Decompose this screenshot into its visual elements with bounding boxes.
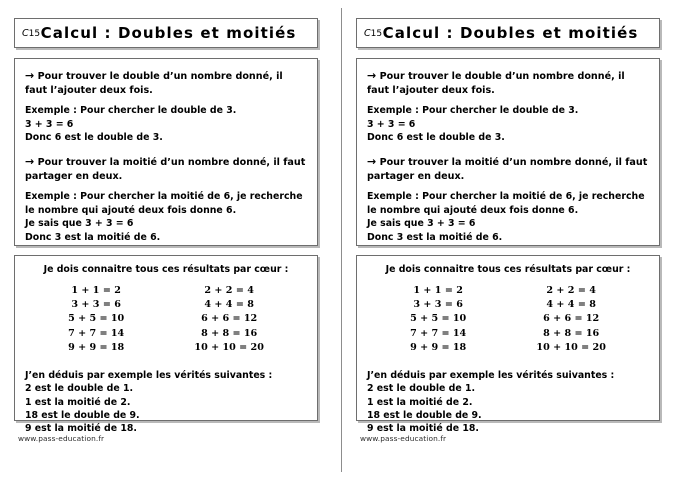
- sum-item: 5 + 5 = 10: [68, 313, 125, 325]
- title-box: [14, 18, 318, 48]
- rule-half-text: Pour trouver la moitié d’un nombre donné, il faut partager en deux.: [367, 157, 648, 182]
- sum-item: 10 + 10 = 20: [536, 341, 606, 353]
- deduce-line: 9 est la moitié de 18.: [25, 423, 137, 435]
- sum-item: 9 + 9 = 18: [410, 341, 467, 353]
- deduce-heading: J’en déduis par exemple les vérités suivantes :: [25, 369, 273, 381]
- results-box: [14, 255, 318, 435]
- example-half-line-1: Je sais que 3 + 3 = 6: [367, 218, 476, 230]
- spacer: [25, 144, 307, 154]
- sums-column-left: [68, 284, 124, 355]
- sums-column-left: [410, 284, 466, 355]
- sum-item: 1 + 1 = 2: [413, 285, 463, 296]
- sum-item: 7 + 7 = 14: [410, 327, 467, 339]
- rule-double-text: Pour trouver le double d’un nombre donné, il faut l’ajouter deux fois.: [25, 71, 283, 96]
- sum-item: 5 + 5 = 10: [410, 313, 467, 325]
- sum-item: 6 + 6 = 12: [543, 313, 600, 325]
- example-half-line-1: Je sais que 3 + 3 = 6: [25, 218, 134, 230]
- deduce-line: 18 est le double de 9.: [367, 409, 482, 421]
- footer-url: www.pass-education.fr: [360, 434, 447, 443]
- lesson-box: [356, 58, 660, 246]
- arrow-icon: →: [25, 155, 35, 169]
- deduce-line: 18 est le double de 9.: [25, 409, 140, 421]
- results-heading: Je dois connaitre tous ces résultats par cœur :: [43, 264, 289, 275]
- lesson-code-number: 15: [370, 28, 383, 39]
- sums-column-right: [536, 284, 606, 355]
- rule-half-text: Pour trouver la moitié d’un nombre donné, il faut partager en deux.: [25, 157, 306, 182]
- lesson-code-letter: C: [22, 27, 29, 39]
- lesson-code: [22, 28, 40, 39]
- sum-item: 4 + 4 = 8: [546, 299, 596, 311]
- worksheet-panel-right: [340, 0, 680, 480]
- arrow-icon: →: [25, 69, 35, 82]
- lesson-code: [364, 28, 382, 39]
- sum-item: 4 + 4 = 8: [204, 299, 254, 311]
- example-half-title: Exemple : Pour chercher la moitié de 6, je recherche le nombre qui ajouté deux fois donne 6.: [367, 191, 645, 216]
- deduce-line: 1 est la moitié de 2.: [367, 396, 473, 408]
- sum-item: 3 + 3 = 6: [413, 299, 463, 311]
- example-half-line-2: Donc 3 est la moitié de 6.: [25, 231, 161, 243]
- rule-double-text: Pour trouver le double d’un nombre donné, il faut l’ajouter deux fois.: [367, 71, 625, 96]
- deduce-section: [367, 369, 649, 436]
- footer-url: www.pass-education.fr: [18, 434, 105, 443]
- sum-item: 6 + 6 = 12: [201, 313, 258, 325]
- example-double-line-1: 3 + 3 = 6: [367, 118, 416, 130]
- example-double-line-2: Donc 6 est le double de 3.: [367, 131, 505, 143]
- deduce-line: 2 est le double de 1.: [25, 383, 134, 395]
- lesson-box: [14, 58, 318, 246]
- example-double-title: Exemple : Pour chercher le double de 3.: [25, 105, 237, 117]
- page-title: Calcul : Doubles et moitiés: [382, 24, 639, 42]
- deduce-heading: J’en déduis par exemple les vérités suivantes :: [367, 369, 615, 381]
- results-heading: Je dois connaitre tous ces résultats par cœur :: [385, 264, 631, 275]
- page-title: Calcul : Doubles et moitiés: [40, 24, 297, 42]
- sum-item: 10 + 10 = 20: [194, 341, 264, 353]
- sum-item: 8 + 8 = 16: [201, 327, 258, 339]
- results-box: [356, 255, 660, 435]
- rule-half: [25, 154, 307, 183]
- sums-table: [367, 284, 649, 355]
- arrow-icon: →: [367, 69, 377, 82]
- deduce-line: 9 est la moitié de 18.: [367, 423, 479, 435]
- sum-item: 3 + 3 = 6: [71, 299, 121, 311]
- example-half-title: Exemple : Pour chercher la moitié de 6, je recherche le nombre qui ajouté deux fois donne 6.: [25, 191, 303, 216]
- lesson-code-letter: C: [364, 27, 371, 39]
- arrow-icon: →: [367, 155, 377, 169]
- title-box: [356, 18, 660, 48]
- example-double-line-1: 3 + 3 = 6: [25, 118, 74, 130]
- sum-item: 2 + 2 = 4: [204, 285, 254, 296]
- rule-double: [25, 68, 307, 97]
- sums-table: [25, 284, 307, 355]
- sum-item: 2 + 2 = 4: [546, 285, 596, 296]
- deduce-line: 1 est la moitié de 2.: [25, 396, 131, 408]
- rule-half: [367, 154, 649, 183]
- sum-item: 9 + 9 = 18: [68, 341, 125, 353]
- lesson-code-number: 15: [28, 28, 41, 39]
- sum-item: 7 + 7 = 14: [68, 327, 125, 339]
- example-double-title: Exemple : Pour chercher le double de 3.: [367, 105, 579, 117]
- sums-column-right: [194, 284, 264, 355]
- deduce-section: [25, 369, 307, 436]
- example-half-line-2: Donc 3 est la moitié de 6.: [367, 231, 503, 243]
- sum-item: 1 + 1 = 2: [71, 285, 121, 296]
- sum-item: 8 + 8 = 16: [543, 327, 600, 339]
- deduce-line: 2 est le double de 1.: [367, 383, 476, 395]
- example-double-line-2: Donc 6 est le double de 3.: [25, 131, 163, 143]
- spacer: [367, 144, 649, 154]
- rule-double: [367, 68, 649, 97]
